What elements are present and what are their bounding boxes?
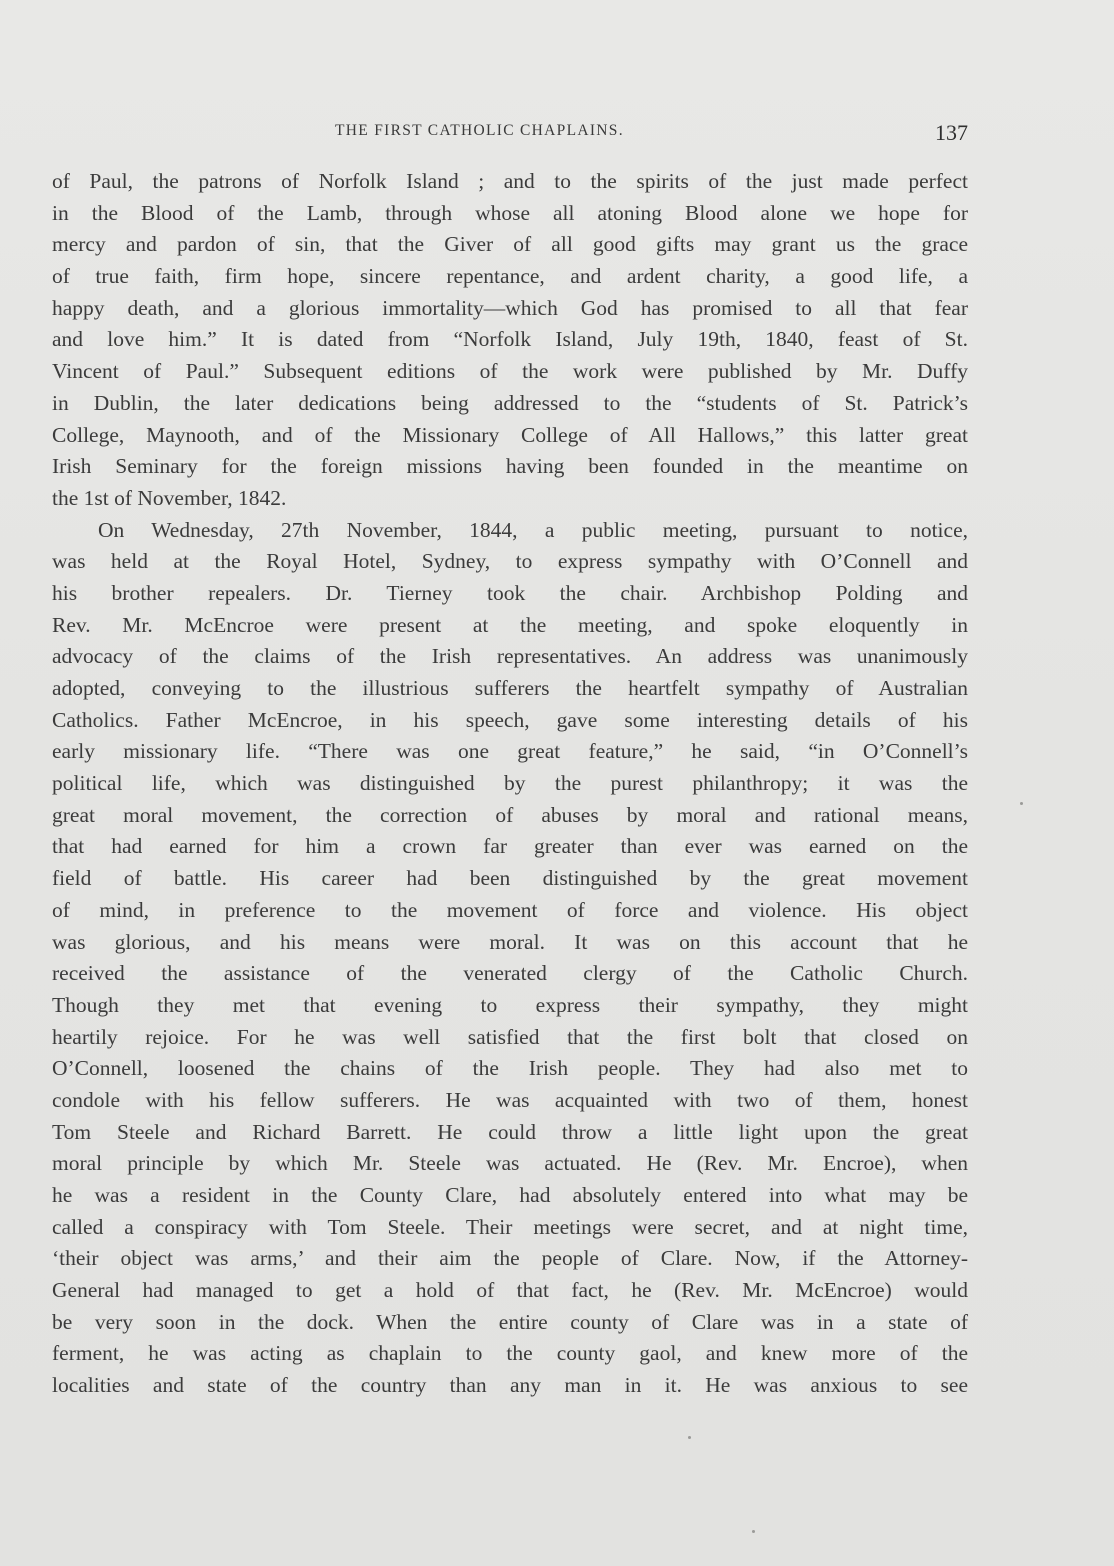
text-line: moral principle by which Mr. Steele was actuated. He (Rev. Mr. Encroe), when [52, 1151, 968, 1176]
text-line: was glorious, and his means were moral. It was on this account that he [52, 929, 968, 954]
text-line: Rev. Mr. McEncroe were present at the meeting, and spoke eloquently in [52, 612, 968, 637]
text-line: Irish Seminary for the foreign missions having been founded in the meantime on [52, 454, 968, 479]
text-line: be very soon in the dock. When the entire county of Clare was in a state of [52, 1309, 968, 1334]
text-line: condole with his fellow sufferers. He was acquainted with two of them, honest [52, 1087, 968, 1112]
paragraph-1 [52, 166, 968, 515]
text-line: localities and state of the country than any man in it. He was anxious to see [52, 1373, 968, 1398]
text-line: received the assistance of the venerated clergy of the Catholic Church. [52, 961, 968, 986]
running-title: THE FIRST CATHOLIC CHAPLAINS. [335, 122, 624, 139]
text-line: that had earned for him a crown far greater than ever was earned on the [52, 834, 968, 859]
text-line: Catholics. Father McEncroe, in his speech, gave some interesting details of his [52, 707, 968, 732]
text-line: ferment, he was acting as chaplain to the county gaol, and knew more of the [52, 1341, 968, 1366]
text-line: of mind, in preference to the movement of force and violence. His object [52, 897, 968, 922]
text-line: On Wednesday, 27th November, 1844, a public meeting, pursuant to notice, [98, 517, 968, 542]
text-line: the 1st of November, 1842. [52, 485, 287, 510]
text-line: O’Connell, loosened the chains of the Irish people. They had also met to [52, 1056, 968, 1081]
text-line: called a conspiracy with Tom Steele. Their meetings were secret, and at night time, [52, 1214, 968, 1239]
text-line: was held at the Royal Hotel, Sydney, to express sympathy with O’Connell and [52, 549, 968, 574]
text-line: Though they met that evening to express their sympathy, they might [52, 992, 968, 1017]
text-line: of true faith, firm hope, sincere repentance, and ardent charity, a good life, a [52, 264, 968, 289]
text-line: he was a resident in the County Clare, had absolutely entered into what may be [52, 1183, 968, 1207]
text-line: happy death, and a glorious immortality—which God has promised to all that fear [52, 295, 968, 320]
page-number: 137 [935, 120, 968, 145]
text-line: Vincent of Paul.” Subsequent editions of the work were published by Mr. Duffy [52, 359, 968, 384]
paper-speck [1020, 802, 1023, 805]
body-text [52, 166, 968, 1402]
text-line: and love him.” It is dated from “Norfolk Island, July 19th, 1840, feast of St. [52, 327, 968, 352]
text-line: College, Maynooth, and of the Missionary College of All Hallows,” this latter great [52, 422, 968, 447]
text-line: in the Blood of the Lamb, through whose all atoning Blood alone we hope for [52, 200, 968, 225]
paper-speck [752, 1530, 755, 1533]
text-line: Tom Steele and Richard Barrett. He could throw a little light upon the great [52, 1119, 968, 1144]
text-line: advocacy of the claims of the Irish representatives. An address was unanimously [52, 644, 968, 669]
text-line: General had managed to get a hold of that fact, he (Rev. Mr. McEncroe) would [52, 1278, 968, 1303]
text-line: great moral movement, the correction of abuses by moral and rational means, [52, 802, 968, 827]
text-line: his brother repealers. Dr. Tierney took the chair. Archbishop Polding and [52, 580, 968, 605]
text-line: ‘their object was arms,’ and their aim the people of Clare. Now, if the Attorney- [52, 1246, 968, 1271]
text-line: field of battle. His career had been distinguished by the great movement [52, 866, 968, 891]
text-line: heartily rejoice. For he was well satisfied that the first bolt that closed on [52, 1024, 968, 1049]
text-line: adopted, conveying to the illustrious sufferers the heartfelt sympathy of Australian [52, 676, 968, 700]
text-line: of Paul, the patrons of Norfolk Island ; and to the spirits of the just made perfect [52, 169, 968, 193]
paragraph-2 [52, 515, 968, 1402]
running-head [52, 120, 968, 152]
text-line: mercy and pardon of sin, that the Giver of all good gifts may grant us the grace [52, 232, 968, 257]
text-line: early missionary life. “There was one great feature,” he said, “in O’Connell’s [52, 739, 968, 764]
paper-speck [688, 1436, 691, 1439]
text-line: in Dublin, the later dedications being addressed to the “students of St. Patrick’s [52, 390, 968, 415]
text-line: political life, which was distinguished by the purest philanthropy; it was the [52, 771, 968, 796]
